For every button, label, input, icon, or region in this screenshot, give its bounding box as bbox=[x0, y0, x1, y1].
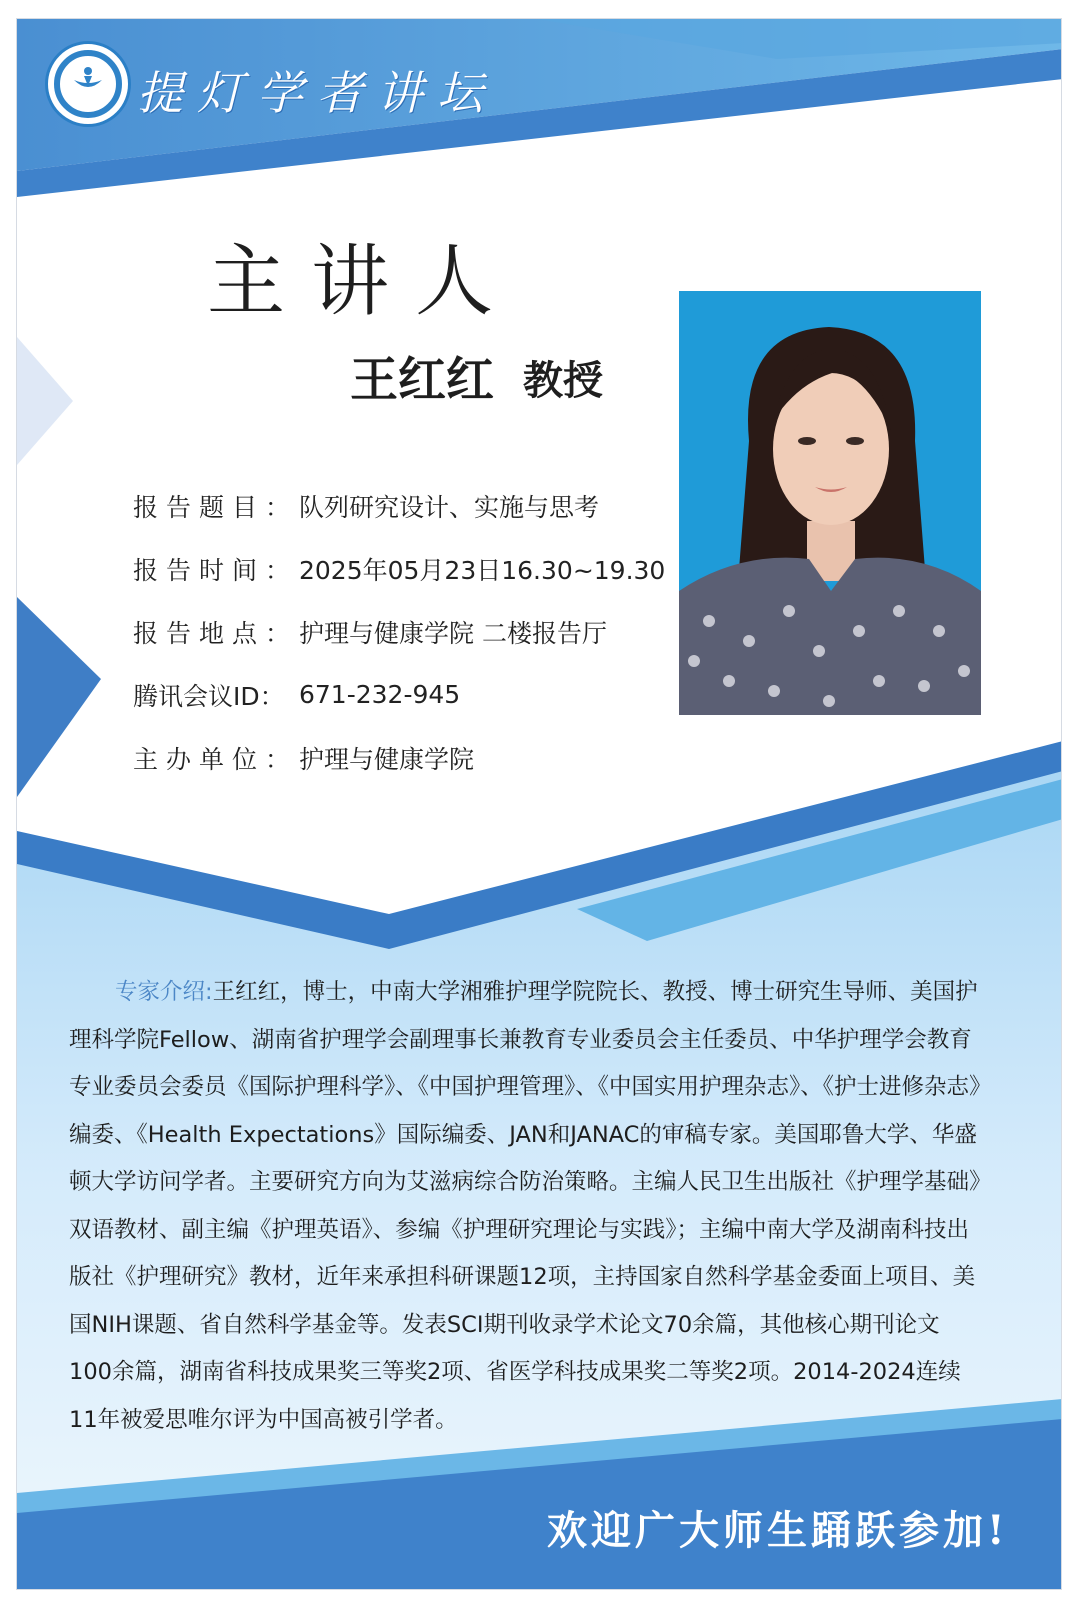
info-label: 报告地点： bbox=[133, 618, 299, 648]
info-label: 主办单位： bbox=[133, 744, 299, 774]
info-value: 护理与健康学院 二楼报告厅 bbox=[299, 618, 607, 648]
left-deco-light bbox=[17, 337, 73, 465]
speaker-title: 教授 bbox=[523, 358, 603, 404]
school-emblem-icon bbox=[45, 41, 131, 127]
left-deco-blue bbox=[17, 597, 101, 797]
info-label: 腾讯会议ID： bbox=[133, 681, 285, 711]
info-value: 队列研究设计、实施与思考 bbox=[299, 492, 600, 522]
speaker-portrait-icon bbox=[679, 291, 981, 715]
info-row-time bbox=[133, 537, 693, 600]
intro-text: 王红红，博士，中南大学湘雅护理学院院长、教授、博士研究生导师、美国护理科学院Fellow、湖南省护理学会副理事长兼教育专业委员会主任委员、中华护理学会教育专业委员会委员《国际护理科学》、《中国护理管理》、《中国实用护理杂志》、《护士进修杂志》编委、《Health Expectations》国际编委、JAN和JANAC的审稿专家。美国耶鲁大学、华盛顿大学访问学者。主要研究方向为艾滋病综合防治策略。主编人民卫生出版社《护理学基础》双语教材、副主编《护理英语》、参编《护理研究理论与实践》；主编中南大学及湖南科技出版社《护理研究》教材，近年来承担科研课题12项，主持国家自然科学基金委面上项目、美国NIH课题、省自然科学基金等。发表SCI期刊收录学术论文70余篇，其他核心期刊论文100余篇，湖南省科技成果奖三等奖2项、省医学科技成果奖二等奖2项。2014-2024连续11年被爱思唯尔评为中国高被引学者。 bbox=[69, 979, 981, 1433]
info-value: 护理与健康学院 bbox=[299, 744, 475, 774]
info-value: 2025年05月23日16.30~19.30 bbox=[299, 555, 666, 585]
info-row-topic bbox=[133, 474, 693, 537]
speaker-name: 王红红 bbox=[350, 352, 495, 408]
event-info bbox=[133, 474, 693, 789]
welcome-text: 欢迎广大师生踊跃参加! bbox=[547, 1507, 1009, 1554]
speaker-heading: 主讲人 bbox=[207, 237, 520, 327]
info-value: 671-232-945 bbox=[299, 680, 461, 709]
intro-label: 专家介绍: bbox=[115, 979, 213, 1005]
info-label: 报告时间： bbox=[133, 555, 299, 585]
info-row-location bbox=[133, 600, 693, 663]
info-row-meeting-id bbox=[133, 663, 693, 726]
banner-title: 提灯学者讲坛 bbox=[137, 66, 497, 120]
emblem-figure-icon bbox=[72, 66, 104, 92]
poster-frame bbox=[16, 18, 1062, 1590]
info-label: 报告题目： bbox=[133, 492, 299, 522]
info-row-organizer bbox=[133, 726, 693, 789]
expert-intro bbox=[69, 969, 981, 1444]
